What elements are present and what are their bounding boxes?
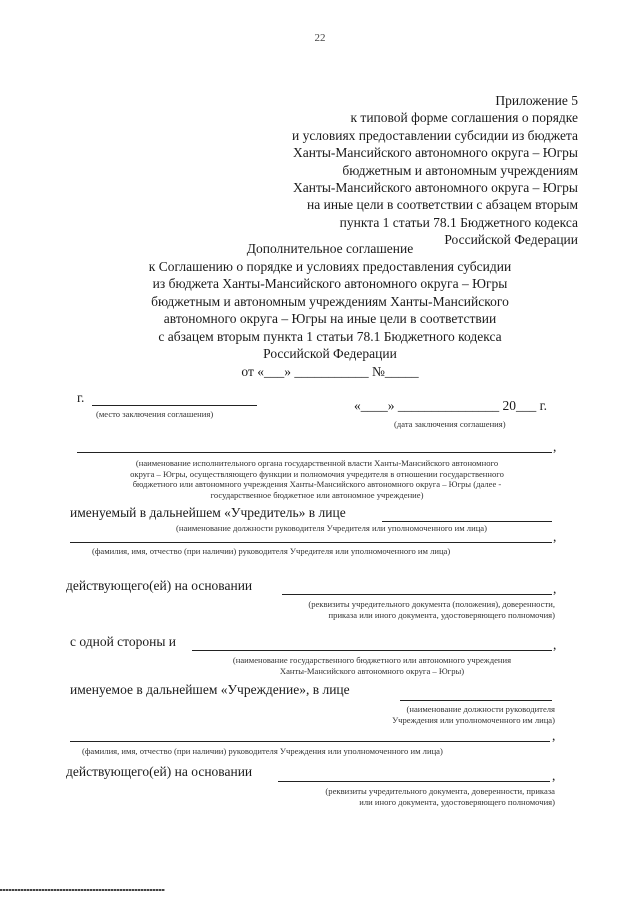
one-side-hint <box>192 655 552 676</box>
title-line: Российской Федерации <box>263 346 397 361</box>
place-hint: (место заключения соглашения) <box>96 409 214 419</box>
institution-position-hint-line: (наименование должности руководителя <box>406 704 555 714</box>
organ-hint-line: (наименование исполнительного органа государственной власти Ханты-Мансийского автономного <box>135 458 499 468</box>
comma: , <box>552 728 556 743</box>
one-side-hint-line: (наименование государственного бюджетного или автономного учреждения <box>232 655 512 665</box>
founder-basis-hint-line: (реквизиты учредительного документа (положения), доверенности, <box>308 599 555 609</box>
appendix-line: Российской Федерации <box>444 232 578 248</box>
comma: , <box>553 439 557 454</box>
date-hint: (дата заключения соглашения) <box>394 419 506 429</box>
organ-field-line[interactable] <box>77 452 552 453</box>
organ-hint-line: округа – Югры, осуществляющего функции и полномочия учредителя в отношении государственного <box>130 468 504 479</box>
founder-position-hint: (наименование должности руководителя Учредителя или уполномоченного им лица) <box>176 523 487 533</box>
appendix-line: Приложение 5 <box>495 93 578 108</box>
institution-position-line[interactable] <box>400 700 552 701</box>
comma: , <box>553 637 557 652</box>
founder-basis-label: действующего(ей) на основании <box>66 578 253 593</box>
title-line: к Соглашению о порядке и условиях предоставления субсидии <box>148 258 512 274</box>
city-prefix: г. <box>77 390 85 405</box>
agreement-number-line: от «___» ___________ №_____ <box>241 363 419 379</box>
founder-fio-hint: (фамилия, имя, отчество (при наличии) руководителя Учредителя или уполномоченного им лица) <box>92 546 451 556</box>
founder-label: именуемый в дальнейшем «Учредитель» в лице <box>70 505 346 520</box>
institution-name-line[interactable] <box>192 650 552 651</box>
title-line: из бюджета Ханты-Мансийского автономного округа – Югры <box>152 276 508 291</box>
appendix-line: к типовой форме соглашения о порядке <box>350 110 578 126</box>
comma: , <box>553 529 557 544</box>
institution-basis-hint-line: или иного документа, удостоверяющего полномочия) <box>359 796 555 807</box>
founder-fio-line[interactable] <box>70 542 552 543</box>
institution-position-hint-line: Учреждения или уполномоченного им лица) <box>392 714 555 725</box>
founder-basis-hint-line: приказа или иного документа, удостоверяющего полномочия) <box>328 609 555 620</box>
one-side-label: с одной стороны и <box>70 634 177 649</box>
organ-hint-line: государственное бюджетное или автономное учреждение) <box>210 489 424 500</box>
title-line: автономного округа – Югры на иные цели в соответствии <box>163 311 497 326</box>
appendix-line: пункта 1 статьи 78.1 Бюджетного кодекса <box>339 214 578 230</box>
founder-position-line[interactable] <box>382 521 552 522</box>
institution-basis-hint-line: (реквизиты учредительного документа, доверенности, приказа <box>325 786 555 796</box>
place-field-line[interactable] <box>92 405 257 406</box>
appendix-header <box>292 92 578 249</box>
institution-basis-line[interactable] <box>278 781 550 782</box>
comma: , <box>553 581 557 596</box>
page-number: 22 <box>314 32 326 44</box>
appendix-line: бюджетным и автономным учреждениям <box>342 162 578 178</box>
scan-artifact-bar <box>0 889 165 891</box>
one-side-hint-line: Ханты-Мансийского автономного округа – Югры) <box>279 665 465 676</box>
organ-hint <box>77 458 557 500</box>
title-line: бюджетным и автономным учреждениям Ханты-Мансийского <box>151 293 509 309</box>
appendix-line: Ханты-Мансийского автономного округа – Югры <box>293 145 578 161</box>
date-field[interactable]: «____» _______________ 20___ г. <box>354 398 548 413</box>
appendix-line: Ханты-Мансийского автономного округа – Югры <box>293 180 578 196</box>
document-title <box>100 240 560 380</box>
institution-basis-hint <box>250 786 555 807</box>
title-line: Дополнительное соглашение <box>246 241 414 256</box>
institution-position-hint <box>330 704 555 725</box>
institution-fio-hint: (фамилия, имя, отчество (при наличии) руководителя Учреждения или уполномоченного им лица) <box>82 746 443 756</box>
title-line: с абзацем вторым пункта 1 статьи 78.1 Бюджетного кодекса <box>158 328 502 344</box>
appendix-line: на иные цели в соответствии с абзацем вторым <box>307 197 578 213</box>
appendix-line: и условиях предоставлении субсидии из бюджета <box>292 127 578 143</box>
institution-fio-line[interactable] <box>70 741 550 742</box>
organ-hint-line: бюджетного или автономного учреждения Ханты-Мансийского автономного округа – Югры (далее - <box>132 479 502 490</box>
institution-basis-label: действующего(ей) на основании <box>66 764 253 779</box>
comma: , <box>552 768 556 783</box>
founder-basis-hint <box>230 599 555 620</box>
institution-label: именуемое в дальнейшем «Учреждение», в лице <box>70 682 350 697</box>
founder-basis-line[interactable] <box>282 594 552 595</box>
